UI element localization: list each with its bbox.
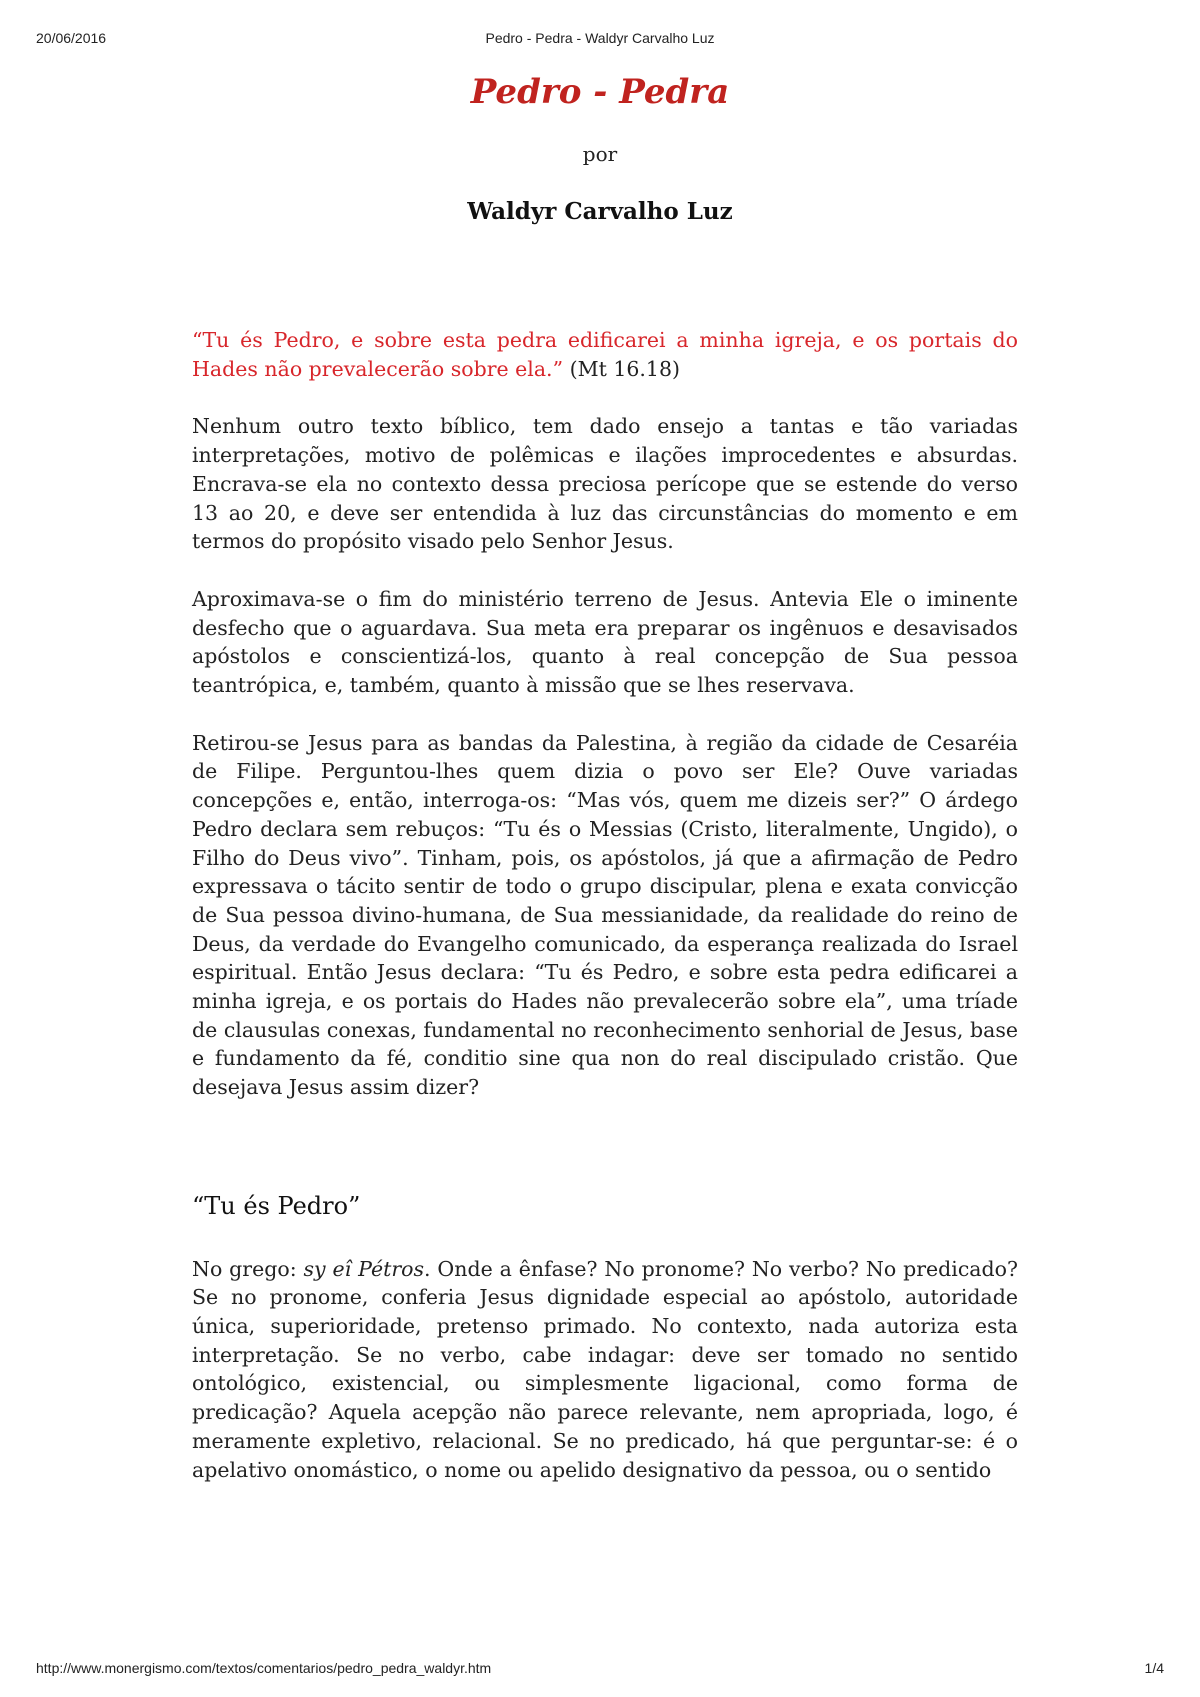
greek-term: sy eî Pétros	[303, 1256, 425, 1281]
article-title: Pedro - Pedra	[470, 72, 730, 112]
print-date: 20/06/2016	[36, 30, 107, 46]
epigraph-reference: (Mt 16.18)	[563, 356, 681, 381]
epigraph	[192, 326, 1018, 383]
source-url-link[interactable]: http://www.monergismo.com/textos/comentarios/pedro_pedra_waldyr.htm	[36, 1660, 492, 1676]
epigraph-quote: “Tu és Pedro, e sobre esta pedra edificarei a minha igreja, e os portais do Hades não prevalecerão sobre ela.”	[192, 328, 1018, 381]
section-heading: “Tu és Pedro”	[192, 1191, 361, 1220]
print-page-title: Pedro - Pedra - Waldyr Carvalho Luz	[485, 30, 715, 46]
print-header	[0, 30, 1200, 50]
section-body: . Onde a ênfase? No pronome? No verbo? No predicado? Se no pronome, conferia Jesus dignidade especial ao apóstolo, autoridade única, superioridade, pretenso primado. No contexto, nada autoriza esta interpretação. Se no verbo, cabe indagar: deve ser tomado no sentido ontológico, existencial, ou simplesmente ligacional, como forma de predicação? Aquela acepção não parece relevante, nem apropriada, logo, é meramente expletivo, relacional. Se no predicado, há que perguntar-se: é o apelativo onomástico, o nome ou apelido designativo da pessoa, ou o sentido	[192, 1256, 1018, 1482]
paragraph: Retirou-se Jesus para as bandas da Palestina, à região da cidade de Cesaréia de Filipe. Perguntou-lhes quem dizia o povo ser Ele? Ouve variadas concepções e, então, interroga-os: “Mas vós, quem me dizeis ser?” O árdego Pedro declara sem rebuços: “Tu és o Messias (Cristo, literalmente, Ungido), o Filho do Deus vivo”. Tinham, pois, os apóstolos, já que a afirmação de Pedro expressava o tácito sentir de todo o grupo discipular, plena e exata convicção de Sua pessoa divino-humana, de Sua messianidade, da realidade do reino de Deus, da verdade do Evangelho comunicado, da esperança realizada do Israel espiritual. Então Jesus declara: “Tu és Pedro, e sobre esta pedra edificarei a minha igreja, e os portais do Hades não prevalecerão sobre ela”, uma tríade de clausulas conexas, fundamental no reconhecimento senhorial de Jesus, base e fundamento da fé, conditio sine qua non do real discipulado cristão. Que desejava Jesus assim dizer?	[192, 730, 1018, 1100]
section-intro-prefix: No grego:	[192, 1256, 304, 1281]
section-paragraph	[192, 1255, 1018, 1485]
page-number: 1/4	[1144, 1660, 1164, 1676]
article-author: Waldyr Carvalho Luz	[467, 198, 733, 225]
print-footer	[0, 1660, 1200, 1680]
paragraph: Aproximava-se o fim do ministério terreno de Jesus. Antevia Ele o iminente desfecho que o aguardava. Sua meta era preparar os ingênuos e desavisados apóstolos e conscientizá-los, quanto à real concepção de Sua pessoa teantrópica, e, também, quanto à missão que se lhes reservava.	[192, 586, 1018, 698]
article-body	[192, 326, 1018, 1513]
paragraph: Nenhum outro texto bíblico, tem dado ensejo a tantas e tão variadas interpretações, motivo de polêmicas e ilações improcedentes e absurdas. Encrava-se ela no contexto dessa preciosa perícope que se estende do verso 13 ao 20, e deve ser entendida à luz das circunstâncias do momento e em termos do propósito visado pelo Senhor Jesus.	[192, 414, 1018, 554]
article-byline: por	[582, 142, 618, 166]
